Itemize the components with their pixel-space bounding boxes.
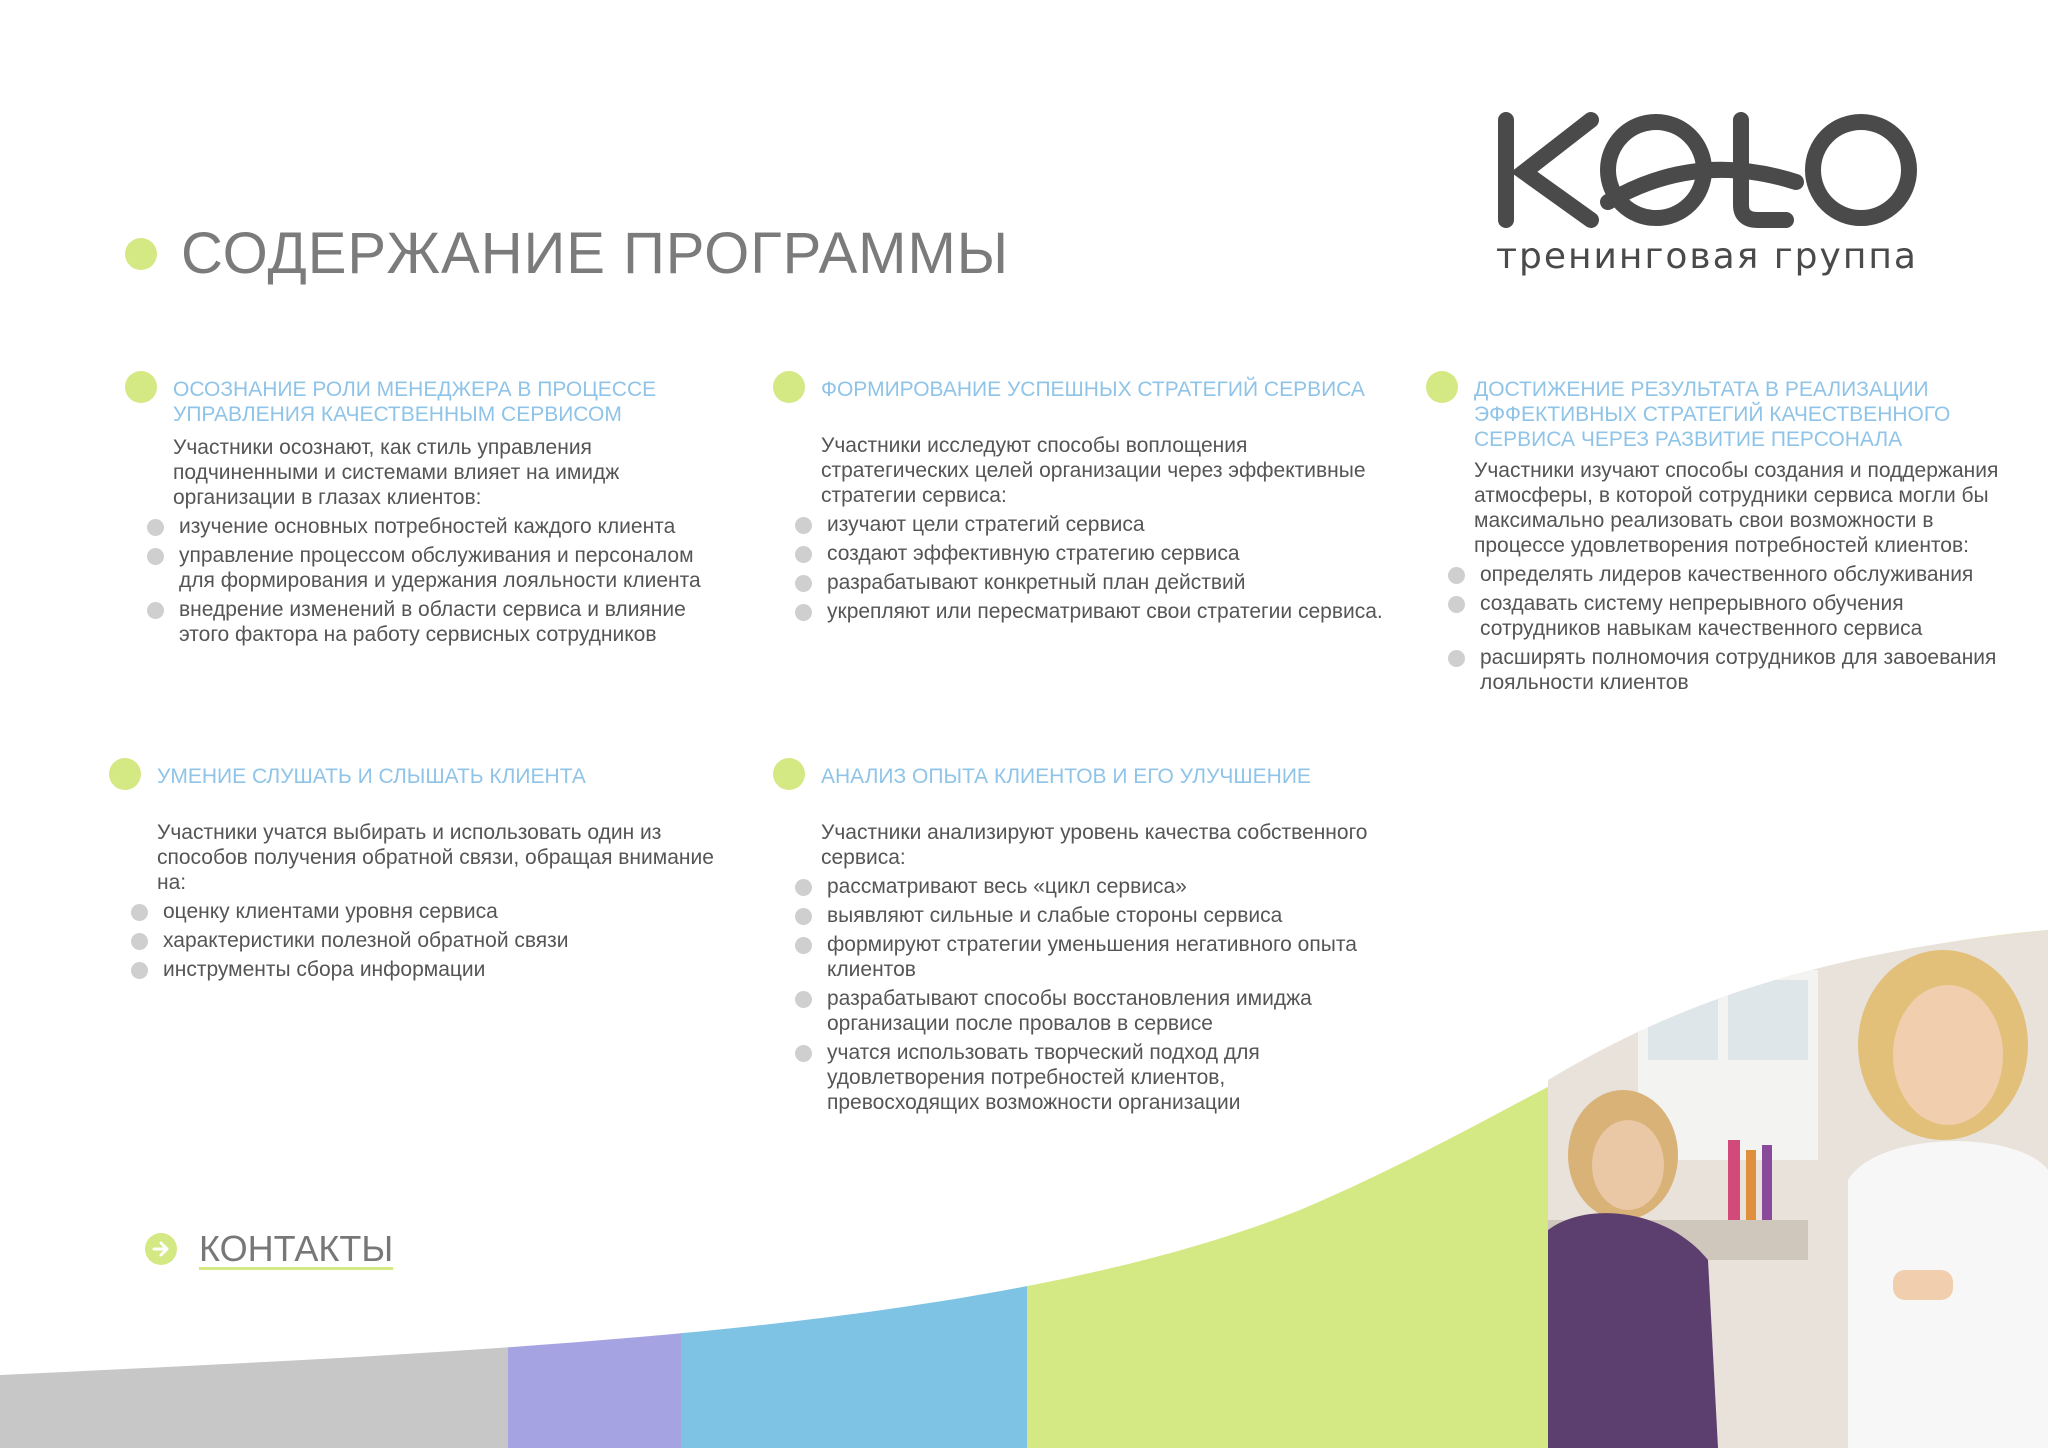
program-section-1 — [173, 377, 733, 647]
list-item: оценку клиентами уровня сервиса — [157, 899, 717, 924]
list-item: инструменты сбора информации — [157, 957, 717, 982]
section-list — [157, 899, 717, 982]
section-list — [173, 514, 733, 647]
list-item: изучают цели стратегий сервиса — [821, 512, 1391, 537]
list-item: изучение основных потребностей каждого клиента — [173, 514, 733, 539]
list-item: внедрение изменений в области сервиса и влияние этого фактора на работу сервисных сотрудников — [173, 597, 733, 647]
bullet-icon — [795, 546, 812, 563]
section-list — [1474, 562, 2014, 695]
section-dot-icon — [125, 371, 157, 403]
bullet-icon — [795, 908, 812, 925]
contacts-link[interactable] — [145, 1228, 393, 1270]
program-section-4 — [157, 764, 717, 982]
bullet-icon — [795, 879, 812, 896]
list-item: расширять полномочия сотрудников для завоевания лояльности клиентов — [1474, 645, 2014, 695]
bullet-icon — [147, 548, 164, 565]
bullet-icon — [795, 937, 812, 954]
list-item: учатся использовать творческий подход для удовлетворения потребностей клиентов, превосходящих возможности организации — [821, 1040, 1381, 1115]
section-dot-icon — [109, 758, 141, 790]
list-item: характеристики полезной обратной связи — [157, 928, 717, 953]
bullet-icon — [147, 519, 164, 536]
kolo-logo — [1496, 110, 1926, 277]
bullet-icon — [131, 904, 148, 921]
program-section-2 — [821, 377, 1391, 624]
bullet-icon — [1448, 650, 1465, 667]
salon-photo — [1548, 930, 2048, 1448]
list-item: создают эффективную стратегию сервиса — [821, 541, 1391, 566]
section-dot-icon — [773, 758, 805, 790]
list-item: разрабатывают конкретный план действий — [821, 570, 1391, 595]
list-item: выявляют сильные и слабые стороны сервиса — [821, 903, 1381, 928]
program-section-5 — [821, 764, 1381, 1115]
logo-mark-icon — [1496, 110, 1926, 230]
list-item: рассматривают весь «цикл сервиса» — [821, 874, 1381, 899]
section-intro: Участники осознают, как стиль управления подчиненными и системами влияет на имидж организации в глазах клиентов: — [173, 436, 620, 509]
arrow-right-icon — [145, 1233, 177, 1265]
section-intro: Участники учатся выбирать и использовать один из способов получения обратной связи, обращая внимание на: — [157, 821, 714, 894]
bullet-icon — [1448, 596, 1465, 613]
contacts-label: КОНТАКТЫ — [199, 1228, 394, 1269]
section-intro: Участники исследуют способы воплощения стратегических целей организации через эффективные стратегии сервиса: — [821, 434, 1366, 507]
list-item: формируют стратегии уменьшения негативного опыта клиентов — [821, 932, 1381, 982]
bullet-icon — [795, 1045, 812, 1062]
page-title: СОДЕРЖАНИЕ ПРОГРАММЫ — [181, 221, 1010, 286]
bullet-icon — [131, 933, 148, 950]
section-title: АНАЛИЗ ОПЫТА КЛИЕНТОВ И ЕГО УЛУЧШЕНИЕ — [821, 765, 1311, 788]
section-title: ФОРМИРОВАНИЕ УСПЕШНЫХ СТРАТЕГИЙ СЕРВИСА — [821, 378, 1365, 401]
bullet-icon — [147, 602, 164, 619]
section-dot-icon — [773, 371, 805, 403]
bullet-icon — [795, 991, 812, 1008]
bullet-icon — [131, 962, 148, 979]
bullet-icon — [1448, 567, 1465, 584]
section-list — [821, 874, 1381, 1115]
section-list — [821, 512, 1391, 624]
section-title: ДОСТИЖЕНИЕ РЕЗУЛЬТАТА В РЕАЛИЗАЦИИ ЭФФЕКТИВНЫХ СТРАТЕГИЙ КАЧЕСТВЕННОГО СЕРВИСА ЧЕРЕЗ РАЗВИТИЕ ПЕРСОНАЛА — [1474, 378, 1951, 451]
title-dot-icon — [125, 238, 157, 270]
bullet-icon — [795, 575, 812, 592]
list-item: укрепляют или пересматривают свои стратегии сервиса. — [821, 599, 1391, 624]
list-item: создавать систему непрерывного обучения сотрудников навыкам качественного сервиса — [1474, 591, 2014, 641]
list-item: разрабатывают способы восстановления имиджа организации после провалов в сервисе — [821, 986, 1381, 1036]
section-intro: Участники изучают способы создания и поддержания атмосферы, в которой сотрудники сервиса могли бы максимально реализовать свои возможности в процессе удовлетворения потребностей клиентов: — [1474, 459, 1999, 557]
list-item: управление процессом обслуживания и персоналом для формирования и удержания лояльности клиента — [173, 543, 733, 593]
bullet-icon — [795, 604, 812, 621]
section-dot-icon — [1426, 371, 1458, 403]
section-intro: Участники анализируют уровень качества собственного сервиса: — [821, 821, 1368, 869]
section-title: ОСОЗНАНИЕ РОЛИ МЕНЕДЖЕРА В ПРОЦЕССЕ УПРАВЛЕНИЯ КАЧЕСТВЕННЫМ СЕРВИСОМ — [173, 378, 657, 426]
bullet-icon — [795, 517, 812, 534]
program-section-3 — [1474, 377, 2014, 695]
logo-subtitle: тренинговая группа — [1496, 236, 1918, 277]
section-title: УМЕНИЕ СЛУШАТЬ И СЛЫШАТЬ КЛИЕНТА — [157, 765, 586, 788]
page-title-row — [125, 220, 1009, 287]
list-item: определять лидеров качественного обслуживания — [1474, 562, 2014, 587]
